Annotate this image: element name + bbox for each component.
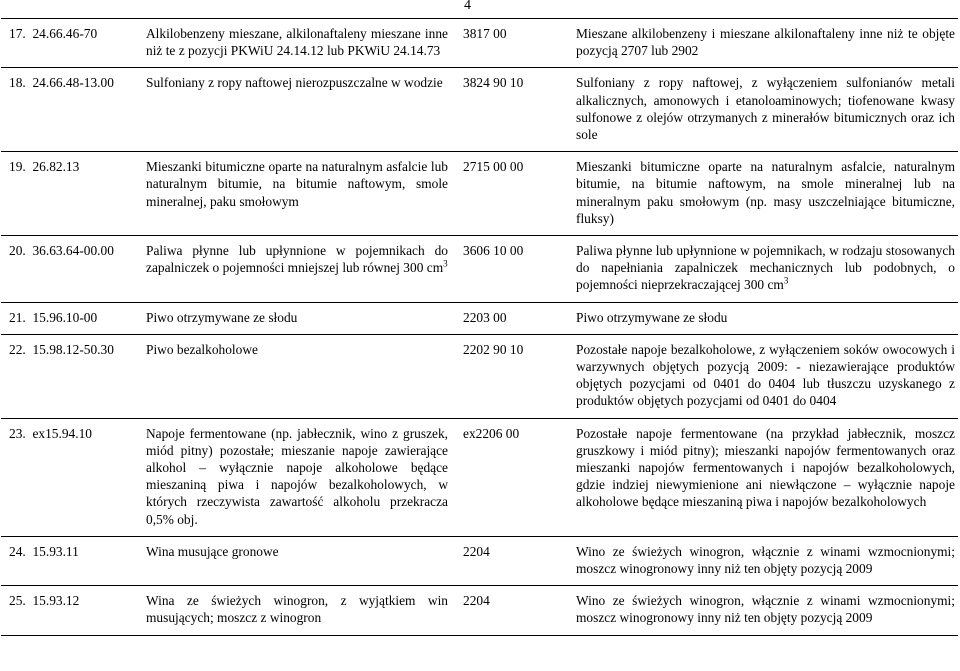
row-number-and-pkwiu-code bbox=[1, 418, 138, 536]
pkwiu-description-cell bbox=[138, 68, 455, 152]
cn-code: 3824 90 10 bbox=[463, 75, 524, 91]
cn-description: Sulfoniany z ropy naftowej, z wyłączeniem sulfonianów metali alkalicznych, amonowych i etanoloaminowych; tiofenowane kwasy sulfonowe z olejów otrzymanych z minerałów bitumicznych oraz ich sole bbox=[576, 75, 955, 143]
cn-code: 2204 bbox=[463, 543, 490, 559]
row-number-and-pkwiu-code bbox=[1, 334, 138, 418]
pkwiu-description-cell bbox=[138, 236, 455, 303]
table-row bbox=[1, 236, 958, 303]
row-number-and-pkwiu-code bbox=[1, 152, 138, 236]
pkwiu-description: Sulfoniany z ropy naftowej nierozpuszczalne w wodzie bbox=[146, 75, 443, 91]
row-number: 20. bbox=[9, 243, 26, 259]
cn-code: 2202 90 10 bbox=[463, 341, 524, 357]
cn-description-cell bbox=[567, 302, 958, 334]
pkwiu-description: Piwo bezalkoholowe bbox=[146, 341, 258, 357]
row-number-and-pkwiu-code bbox=[1, 302, 138, 334]
cn-description-cell bbox=[567, 334, 958, 418]
cn-description-cell bbox=[567, 236, 958, 303]
table-row bbox=[1, 302, 958, 334]
table-row bbox=[1, 586, 958, 635]
cn-description: Wino ze świeżych winogron, włącznie z winami wzmocnionymi; moszcz winogronowy inny niż ten objęty pozycją 2009 bbox=[576, 543, 955, 577]
cn-description: Pozostałe napoje bezalkoholowe, z wyłączeniem soków owocowych i warzywnych objętych pozycją 2009: - niezawierające produktów objętych pozycjami od 0401 do 0404 lub tłuszczu uzyskanego z produktów objętych pozycjami od 0401 do 0404 bbox=[576, 341, 955, 409]
pkwiu-description: Piwo otrzymywane ze słodu bbox=[146, 309, 298, 325]
cn-code: 2204 bbox=[463, 593, 490, 609]
pkwiu-code: 26.82.13 bbox=[32, 159, 80, 175]
cn-description-cell bbox=[567, 152, 958, 236]
unit-superscript: 3 bbox=[443, 258, 448, 269]
cn-description-cell bbox=[567, 19, 958, 68]
row-number-and-pkwiu-code bbox=[1, 586, 138, 635]
row-number-and-pkwiu-code bbox=[1, 236, 138, 303]
pkwiu-description: Alkilobenzeny mieszane, alkilonaftaleny mieszane inne niż te z pozycji PKWiU 24.14.12 lub PKWiU 24.14.73 bbox=[146, 26, 448, 59]
row-number: 21. bbox=[9, 309, 26, 325]
table-row bbox=[1, 68, 958, 152]
table-row bbox=[1, 418, 958, 536]
row-number: 25. bbox=[9, 593, 26, 609]
cn-code-cell bbox=[455, 152, 567, 236]
pkwiu-code: 15.93.12 bbox=[32, 593, 80, 609]
cn-code-cell bbox=[455, 19, 567, 68]
cn-code-cell bbox=[455, 536, 567, 585]
cn-description: Wino ze świeżych winogron, włącznie z winami wzmocnionymi; moszcz winogronowy inny niż ten objęty pozycją 2009 bbox=[576, 593, 955, 626]
row-number-and-pkwiu-code bbox=[1, 68, 138, 152]
pkwiu-description: Wina musujące gronowe bbox=[146, 543, 279, 559]
pkwiu-description-cell bbox=[138, 302, 455, 334]
pkwiu-code: 24.66.46-70 bbox=[32, 26, 98, 41]
excise-goods-table bbox=[1, 18, 958, 636]
cn-code-cell bbox=[455, 334, 567, 418]
row-number: 19. bbox=[9, 159, 26, 175]
table-row bbox=[1, 536, 958, 585]
cn-description-cell bbox=[567, 536, 958, 585]
row-number: 23. bbox=[9, 425, 26, 441]
row-number: 18. bbox=[9, 75, 26, 91]
row-number-and-pkwiu-code bbox=[1, 536, 138, 585]
pkwiu-description: Napoje fermentowane (np. jabłecznik, wino z gruszek, miód pitny) pozostałe; mieszanie napoje zawierające alkohol – wyłącznie napoje alkoholowe będące mieszaniną piwa i napojów bezalkoholowych, w których rzeczywista zawartość alkoholu przekracza 0,5% obj. bbox=[146, 425, 448, 527]
cn-description: Mieszane alkilobenzeny i mieszane alkilonaftaleny inne niż te objęte pozycją 2707 lub 2902 bbox=[576, 26, 955, 59]
pkwiu-description: Wina ze świeżych winogron, z wyjątkiem win musujących; moszcz z winogron bbox=[146, 593, 448, 626]
table-row bbox=[1, 19, 958, 68]
cn-description-cell bbox=[567, 418, 958, 536]
cn-code-cell bbox=[455, 302, 567, 334]
table-body bbox=[1, 19, 958, 636]
pkwiu-description-cell bbox=[138, 418, 455, 536]
pkwiu-description-cell bbox=[138, 19, 455, 68]
cn-code: 2715 00 00 bbox=[463, 159, 524, 175]
cn-code: ex2206 00 bbox=[463, 425, 520, 441]
cn-description-cell bbox=[567, 68, 958, 152]
unit-superscript: 3 bbox=[783, 275, 789, 286]
page-number: 4 bbox=[464, 0, 471, 13]
cn-code-cell bbox=[455, 68, 567, 152]
row-number: 17. bbox=[9, 26, 26, 41]
cn-description: Paliwa płynne lub upłynnione w pojemnikach, w rodzaju stosowanych do napełniania zapalniczek mechanicznych lub podobnych, o pojemności nieprzekraczającej 300 cm bbox=[576, 243, 955, 293]
cn-description-cell bbox=[567, 586, 958, 635]
pkwiu-description-cell bbox=[138, 334, 455, 418]
cn-code-cell bbox=[455, 236, 567, 303]
row-number-and-pkwiu-code bbox=[1, 19, 138, 68]
cn-description: Mieszanki bitumiczne oparte na naturalnym asfalcie, naturalnym bitumie, na bitumie naftowym, na smole mineralnej lub na mineralnym paku smołowym (np. masy uszczelniające bitumiczne, fluksy) bbox=[576, 159, 955, 226]
row-number: 22. bbox=[9, 341, 26, 357]
pkwiu-description-cell bbox=[138, 586, 455, 635]
cn-code: 2203 00 bbox=[463, 309, 507, 325]
table-row bbox=[1, 334, 958, 418]
cn-code: 3606 10 00 bbox=[463, 243, 524, 259]
pkwiu-description-cell bbox=[138, 152, 455, 236]
pkwiu-description: Paliwa płynne lub upłynnione w pojemnikach do zapalniczek o pojemności mniejszej lub równej 300 cm bbox=[146, 243, 448, 276]
pkwiu-code: 15.96.10-00 bbox=[32, 309, 98, 325]
pkwiu-code: 24.66.48-13.00 bbox=[32, 75, 114, 91]
pkwiu-code: 36.63.64-00.00 bbox=[32, 243, 114, 259]
cn-code-cell bbox=[455, 586, 567, 635]
pkwiu-description-cell bbox=[138, 536, 455, 585]
table-row bbox=[1, 152, 958, 236]
row-number: 24. bbox=[9, 543, 26, 559]
pkwiu-code: 15.98.12-50.30 bbox=[32, 341, 114, 357]
cn-description: Pozostałe napoje fermentowane (na przykład jabłecznik, moszcz gruszkowy i miód pitny); mieszanki napojów fermentowanych oraz mieszanki napojów fermentowanych i napojów bezalkoholowych, gdzie indziej niewymienione ani niewłączone – wyłącznie napoje alkoholowe będące mieszaniną piwa i napojów bezalkoholowych bbox=[576, 425, 955, 510]
pkwiu-code: ex15.94.10 bbox=[32, 425, 92, 441]
cn-code-cell bbox=[455, 418, 567, 536]
pkwiu-description: Mieszanki bitumiczne oparte na naturalnym asfalcie lub naturalnym bitumie, na bitumie naftowym, smole mineralnej, paku smołowym bbox=[146, 159, 448, 209]
pkwiu-code: 15.93.11 bbox=[32, 543, 79, 559]
cn-description: Piwo otrzymywane ze słodu bbox=[576, 309, 728, 325]
cn-code: 3817 00 bbox=[463, 26, 507, 41]
